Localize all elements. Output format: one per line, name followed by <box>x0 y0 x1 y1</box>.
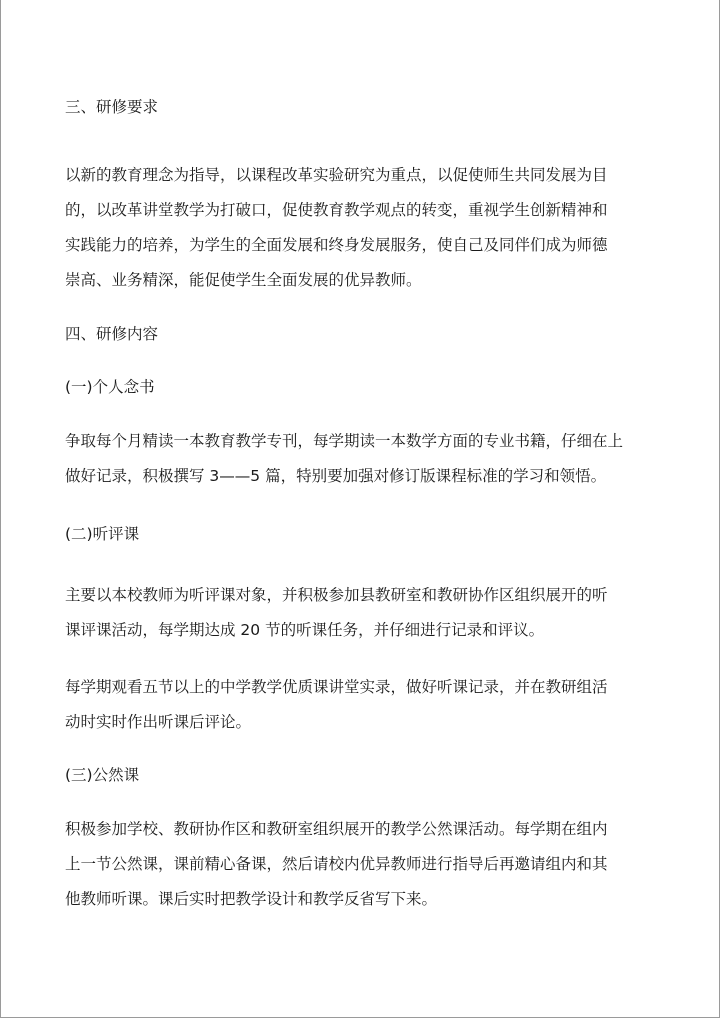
text-line: 上一节公然课，课前精心备课，然后请校内优异教师进行指导后再邀请组内和其 <box>65 855 608 873</box>
text-line: 他教师听课。课后实时把教学设计和教学反省写下来。 <box>65 890 438 908</box>
text-line: 实践能力的培养，为学生的全面发展和终身发展服务，使自己及同伴们成为师德 <box>65 236 608 254</box>
text-line: 主要以本校教师为听评课对象，并积极参加县教研室和教研协作区组织展开的听 <box>65 586 608 604</box>
heading-research-requirements: 三、研修要求 <box>65 98 159 116</box>
text-line: 积极参加学校、教研协作区和教研室组织展开的教学公然课活动。每学期在组内 <box>65 820 608 838</box>
paragraph-requirements <box>65 158 665 298</box>
text-line: 每学期观看五节以上的中学教学优质课讲堂实录，做好听课记录，并在教研组活 <box>65 678 608 696</box>
subheading-open-class: (三)公然课 <box>65 766 140 784</box>
paragraph-listening-2 <box>65 670 665 740</box>
text-line: 争取每个月精读一本教育教学专刊，每学期读一本数学方面的专业书籍，仔细在上 <box>65 432 624 450</box>
text-line: 以新的教育理念为指导，以课程改革实验研究为重点，以促使师生共同发展为目 <box>65 166 608 184</box>
text-line: 课评课活动，每学期达成 20 节的听课任务，并仔细进行记录和评议。 <box>65 621 545 639</box>
text-line: 的，以改革讲堂教学为打破口，促使教育教学观点的转变，重视学生创新精神和 <box>65 201 608 219</box>
subheading-listening-evaluating: (二)听评课 <box>65 525 140 543</box>
heading-research-content: 四、研修内容 <box>65 325 159 343</box>
text-line: 做好记录，积极撰写 3——5 篇，特别要加强对修订版课程标准的学习和领悟。 <box>65 467 607 485</box>
text-line: 崇高、业务精深，能促使学生全面发展的优异教师。 <box>65 271 422 289</box>
paragraph-reading <box>65 424 665 494</box>
paragraph-listening-1 <box>65 578 665 648</box>
subheading-personal-reading: (一)个人念书 <box>65 378 155 396</box>
paragraph-open-class <box>65 812 665 917</box>
text-line: 动时实时作出听课后评论。 <box>65 713 252 731</box>
